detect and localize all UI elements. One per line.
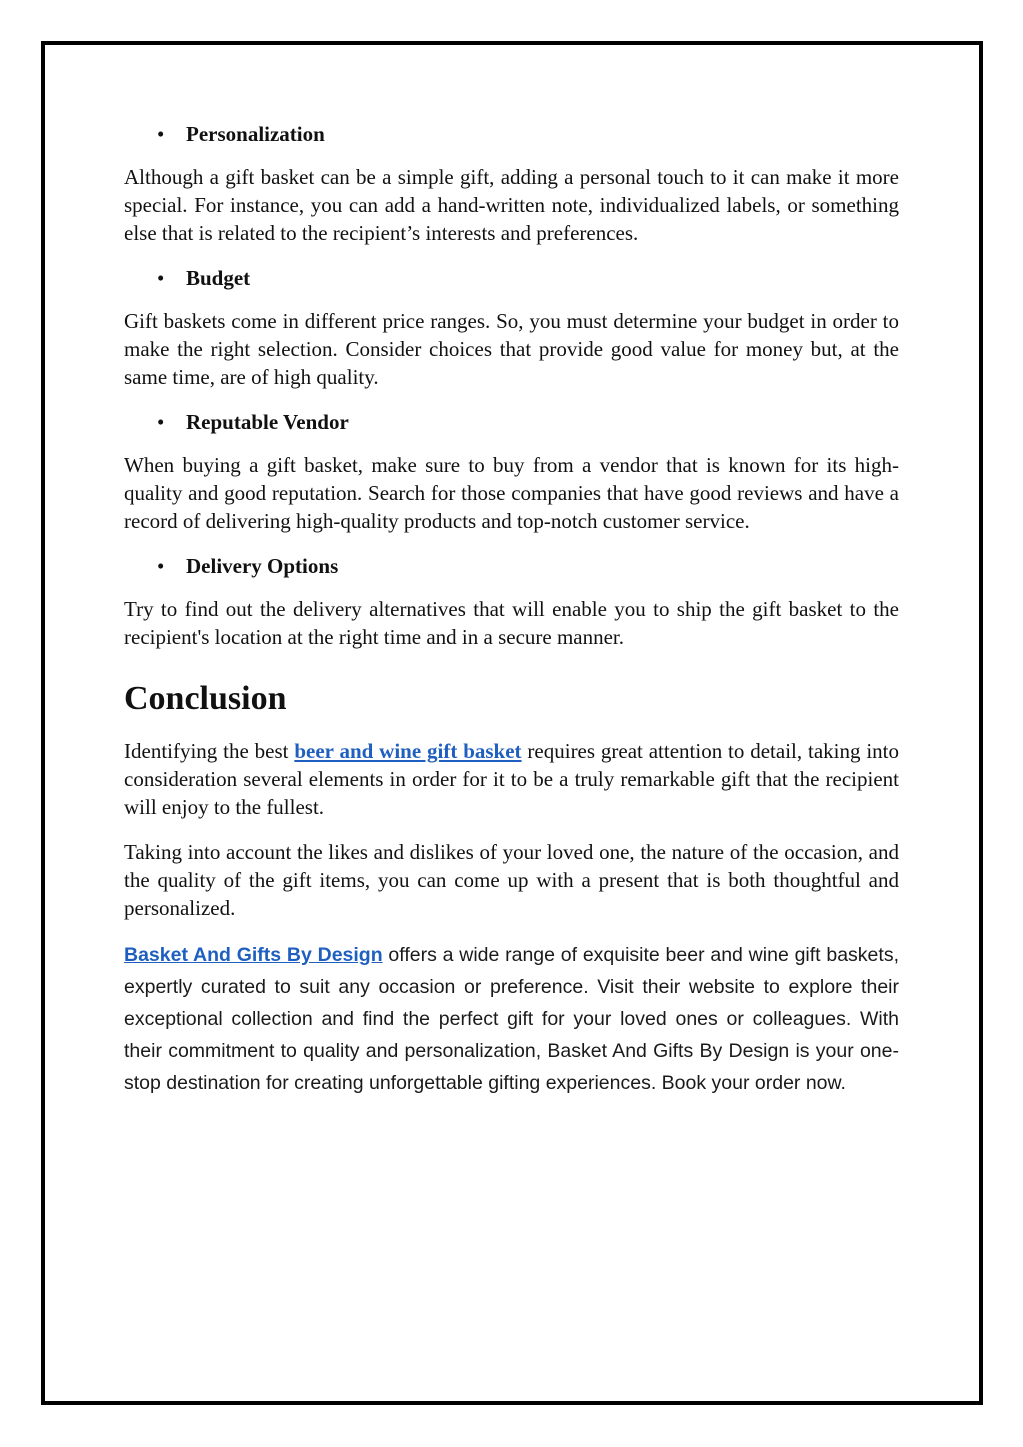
conclusion-paragraph-3 (124, 939, 899, 1099)
conclusion-heading: Conclusion (124, 680, 287, 717)
bullet-heading-label: Budget (186, 266, 251, 290)
bullet-heading-personalization (124, 120, 899, 148)
bullet-heading-label: Personalization (186, 122, 325, 146)
beer-wine-gift-basket-link[interactable]: beer and wine gift basket (294, 739, 522, 763)
conclusion-p1-before: Identifying the best (124, 739, 295, 763)
conclusion-p1-after: requires great attention to detail, taking into consideration several elements in order for it to be a truly remarkable gift that the recipient will enjoy to the fullest. (124, 739, 899, 819)
paragraph-reputable-vendor: When buying a gift basket, make sure to buy from a vendor that is known for its high-quality and good reputation. Search for those companies that have good reviews and have a record of delivering high-quality products and top-notch customer service. (124, 453, 899, 533)
paragraph-budget: Gift baskets come in different price ranges. So, you must determine your budget in order to make the right selection. Consider choices that provide good value for money but, at the same time, are of high quality. (124, 309, 899, 389)
bullet-heading-reputable-vendor (124, 408, 899, 436)
bullet-icon: • (157, 122, 165, 146)
bullet-heading-budget (124, 264, 899, 292)
bullet-heading-delivery-options (124, 552, 899, 580)
bullet-heading-label: Delivery Options (186, 554, 339, 578)
conclusion-paragraph-1 (124, 737, 899, 821)
paragraph-personalization: Although a gift basket can be a simple gift, adding a personal touch to it can make it more special. For instance, you can add a hand-written note, individualized labels, or something else that is related to the recipient’s interests and preferences. (124, 165, 899, 245)
bullet-icon: • (157, 554, 165, 578)
document-body (124, 120, 899, 1099)
bullet-icon: • (157, 266, 165, 290)
conclusion-p3-after: offers a wide range of exquisite beer and wine gift baskets, expertly curated to suit any occasion or preference. Visit their website to explore their exceptional collection and find the perfect gift for your loved ones or colleagues. With their commitment to quality and personalization, Basket And Gifts By Design is your one-stop destination for creating unforgettable gifting experiences. Book your order now. (124, 944, 899, 1094)
conclusion-paragraph-2: Taking into account the likes and dislikes of your loved one, the nature of the occasion, and the quality of the gift items, you can come up with a present that is both thoughtful and personalized. (124, 840, 899, 920)
basket-and-gifts-by-design-link[interactable]: Basket And Gifts By Design (124, 944, 383, 966)
paragraph-delivery-options: Try to find out the delivery alternatives that will enable you to ship the gift basket to the recipient's location at the right time and in a secure manner. (124, 597, 899, 649)
bullet-icon: • (157, 410, 165, 434)
bullet-heading-label: Reputable Vendor (186, 410, 349, 434)
